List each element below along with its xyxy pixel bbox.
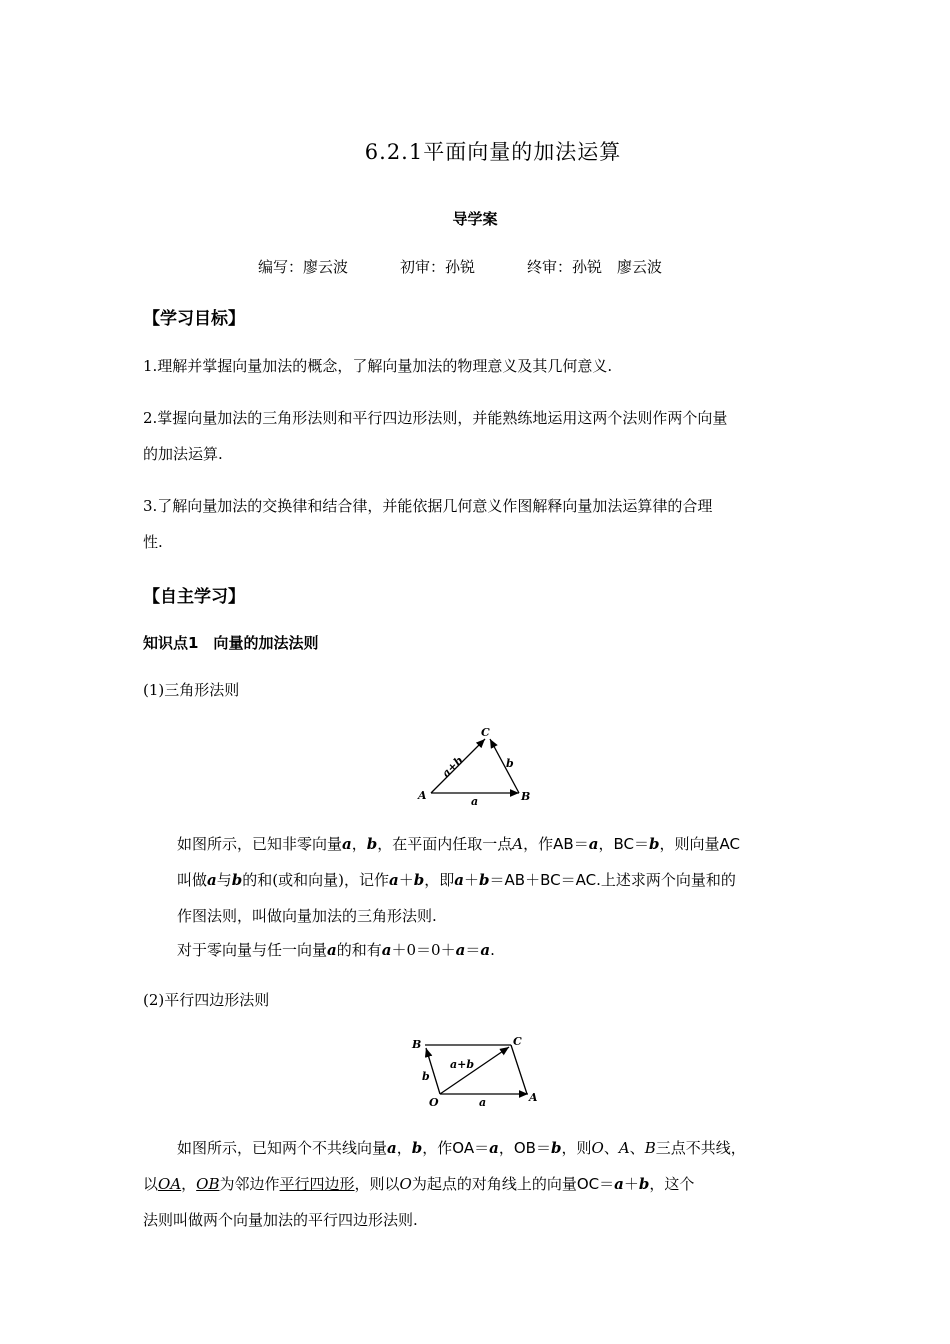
goal-item-1: 1.理解并掌握向量加法的概念，了解向量加法的物理意义及其几何意义. [143,357,613,375]
goal-item-2: 2.掌握向量加法的三角形法则和平行四边形法则，并能熟练地运用这两个法则作两个向量 的加法运算. [143,409,728,463]
label-a: a [479,1096,487,1109]
triangle-rule-heading: (1)三角形法则 [143,681,240,699]
final-reviewer: 终审：孙锐 廖云波 [527,258,663,276]
triangle-rule-paragraph: 如图所示，已知非零向量a，b，在平面内任取一点A，作AB＝a，BC＝b，则向量AC 叫做a与b的和(或和向量)，记作a＋b，即a＋b＝AB＋BC＝AC.上述求两个向量和的 作图法则，叫做向量加法的三角形法则. [177,835,740,925]
parallelogram-rule-paragraph: 如图所示，已知两个不共线向量a，b，作OA＝a，OB＝b，则O、A、B三点不共线， 以OA，OB为邻边作平行四边形，则以O为起点的对角线上的向量OC＝a＋b，这个 法则叫做两个向量加法的平行四边形法则. [143,1139,746,1229]
self-study-heading: 【自主学习】 [143,587,245,607]
goals-heading: 【学习目标】 [143,309,245,329]
label-O: O [429,1096,439,1109]
vector-b-arrow [490,739,519,793]
label-C: C [481,726,490,739]
goal-item-3: 3.了解向量加法的交换律和结合律，并能依据几何意义作图解释向量加法运算律的合理 性. [143,497,713,551]
first-reviewer: 初审：孙锐 [400,258,476,276]
label-a-plus-b: a+b [450,1058,475,1071]
triangle-rule-figure [410,722,540,810]
parallelogram-rule-heading: (2)平行四边形法则 [143,991,270,1009]
knowledge-point-1: 知识点1 向量的加法法则 [143,634,319,652]
authors-line [258,256,662,277]
label-b: b [506,757,514,770]
edge-CA [511,1045,527,1094]
writer: 编写：廖云波 [258,258,349,276]
label-b: b [422,1070,430,1083]
subtitle: 导学案 [452,210,498,228]
parallelogram-rule-figure [405,1030,545,1112]
zero-vector-paragraph: 对于零向量与任一向量a的和有a＋0＝0＋a＝a. [177,941,495,959]
label-B: B [412,1038,422,1051]
label-A: A [418,789,427,802]
label-B: B [521,790,531,803]
label-A: A [529,1091,538,1104]
page-title: 6.2.1平面向量的加法运算 [364,140,622,164]
label-a-plus-b: a+b [439,753,466,781]
label-a: a [471,795,479,808]
label-C: C [513,1035,522,1048]
